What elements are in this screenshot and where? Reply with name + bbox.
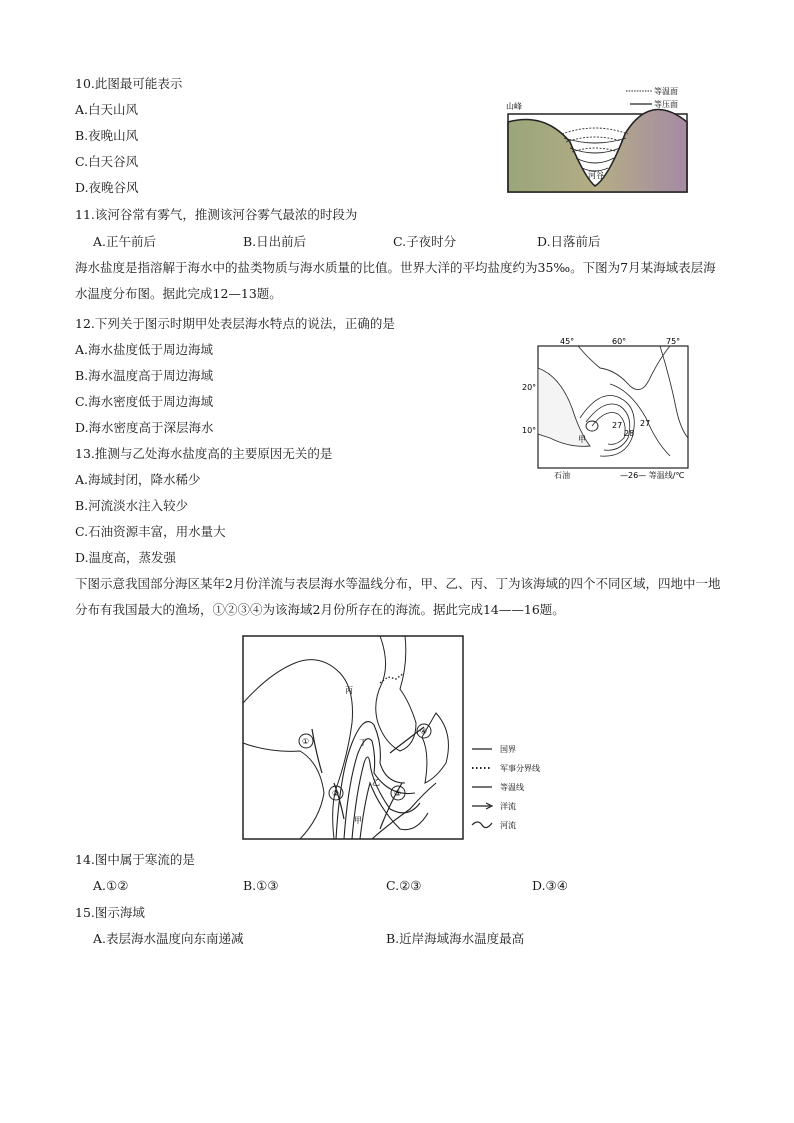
legend-isotherm-map2: —26— 等温线/℃: [620, 471, 685, 480]
q12-option-d: D.海水密度高于深层海水: [75, 420, 214, 435]
iso-label-3: 27: [640, 419, 651, 428]
q14-option-c: C.②③: [386, 878, 422, 893]
iso-label-2: 28: [624, 429, 635, 438]
q14-option-d: D.③④: [532, 878, 568, 893]
q10-option-b: B.夜晚山风: [75, 128, 139, 143]
q15-option-b: B.近岸海域海水温度最高: [386, 931, 525, 946]
current-label-3: ③: [394, 789, 402, 798]
q13-option-d: D.温度高，蒸发强: [75, 550, 177, 565]
intro-paragraph-salinity: 海水盐度是指溶解于海水中的盐类物质与海水质量的比值。世界大洋的平均盐度约为35‰。下图为7月某海域表层海水温度分布图。据此完成12—13题。: [75, 260, 716, 301]
region-label-jia: 甲: [354, 816, 362, 825]
lon-label-45: 45°: [560, 338, 575, 346]
q11-option-d: D.日落前后: [537, 234, 601, 249]
q15-option-a: A.表层海水温度向东南递减: [93, 931, 244, 946]
iso-label-1: 27: [612, 421, 623, 430]
q13-option-b: B.河流淡水注入较少: [75, 498, 189, 513]
intro-paragraph-currents: 下图示意我国部分海区某年2月份洋流与表层海水等温线分布，甲、乙、丙、丁为该海域的四个不同区域，四地中一地分布有我国最大的渔场，①②③④为该海域2月份所存在的海流。据此完成14——16题。: [75, 576, 721, 617]
q14-option-b: B.①③: [243, 878, 279, 893]
q11-option-b: B.日出前后: [243, 234, 307, 249]
legend-isotherm-map3: 等温线: [500, 783, 524, 792]
legend-river: 河流: [500, 821, 516, 830]
legend-isotherm: 等温面: [654, 87, 678, 96]
q11-stem: 11.该河谷常有雾气，推测该河谷雾气最浓的时段为: [75, 207, 358, 222]
q12-option-a: A.海水盐度低于周边海域: [75, 342, 214, 357]
q10-stem: 10.此图最可能表示: [75, 76, 183, 91]
valley-cross-section-figure: [500, 82, 695, 194]
q13-stem: 13.推测与乙处海水盐度高的主要原因无关的是: [75, 446, 333, 461]
lon-label-60: 60°: [612, 338, 627, 346]
q11-option-a: A.正午前后: [93, 234, 157, 249]
q13-option-a: A.海域封闭，降水稀少: [75, 472, 201, 487]
q12-option-b: B.海水温度高于周边海域: [75, 368, 214, 383]
legend-demarcation: 军事分界线: [500, 764, 540, 773]
q15-stem: 15.图示海域: [75, 905, 145, 920]
current-label-2: ②: [332, 789, 340, 798]
region-label-ding: 丁: [359, 738, 367, 747]
legend-isobar: 等压面: [654, 100, 678, 109]
jia-label: 甲: [578, 435, 586, 444]
current-label-4: ④: [420, 727, 428, 736]
region-label-bing: 丙: [345, 686, 353, 695]
legend-border: 国界: [500, 745, 516, 754]
sea-temperature-map: [520, 338, 695, 484]
q11-option-c: C.子夜时分: [393, 234, 457, 249]
q12-option-c: C.海水密度低于周边海域: [75, 394, 214, 409]
q12-stem: 12.下列关于图示时期甲处表层海水特点的说法，正确的是: [75, 316, 395, 331]
ocean-currents-map: [240, 633, 540, 843]
q13-option-c: C.石油资源丰富，用水量大: [75, 524, 226, 539]
q10-option-c: C.白天谷风: [75, 154, 139, 169]
lat-label-10: 10°: [522, 426, 537, 435]
q10-option-d: D.夜晚谷风: [75, 180, 139, 195]
q14-option-a: A.①②: [93, 878, 129, 893]
current-label-1: ①: [302, 737, 310, 746]
legend-oil: 石油: [554, 471, 570, 480]
peak-label: 山峰: [506, 102, 522, 111]
region-label-yi: 乙: [372, 778, 380, 787]
legend-ocean-current: 洋流: [500, 802, 516, 811]
valley-label: 河谷: [588, 171, 604, 180]
q10-option-a: A.白天山风: [75, 102, 139, 117]
lat-label-20: 20°: [522, 383, 537, 392]
q14-stem: 14.图中属于寒流的是: [75, 852, 195, 867]
lon-label-75: 75°: [666, 338, 681, 346]
